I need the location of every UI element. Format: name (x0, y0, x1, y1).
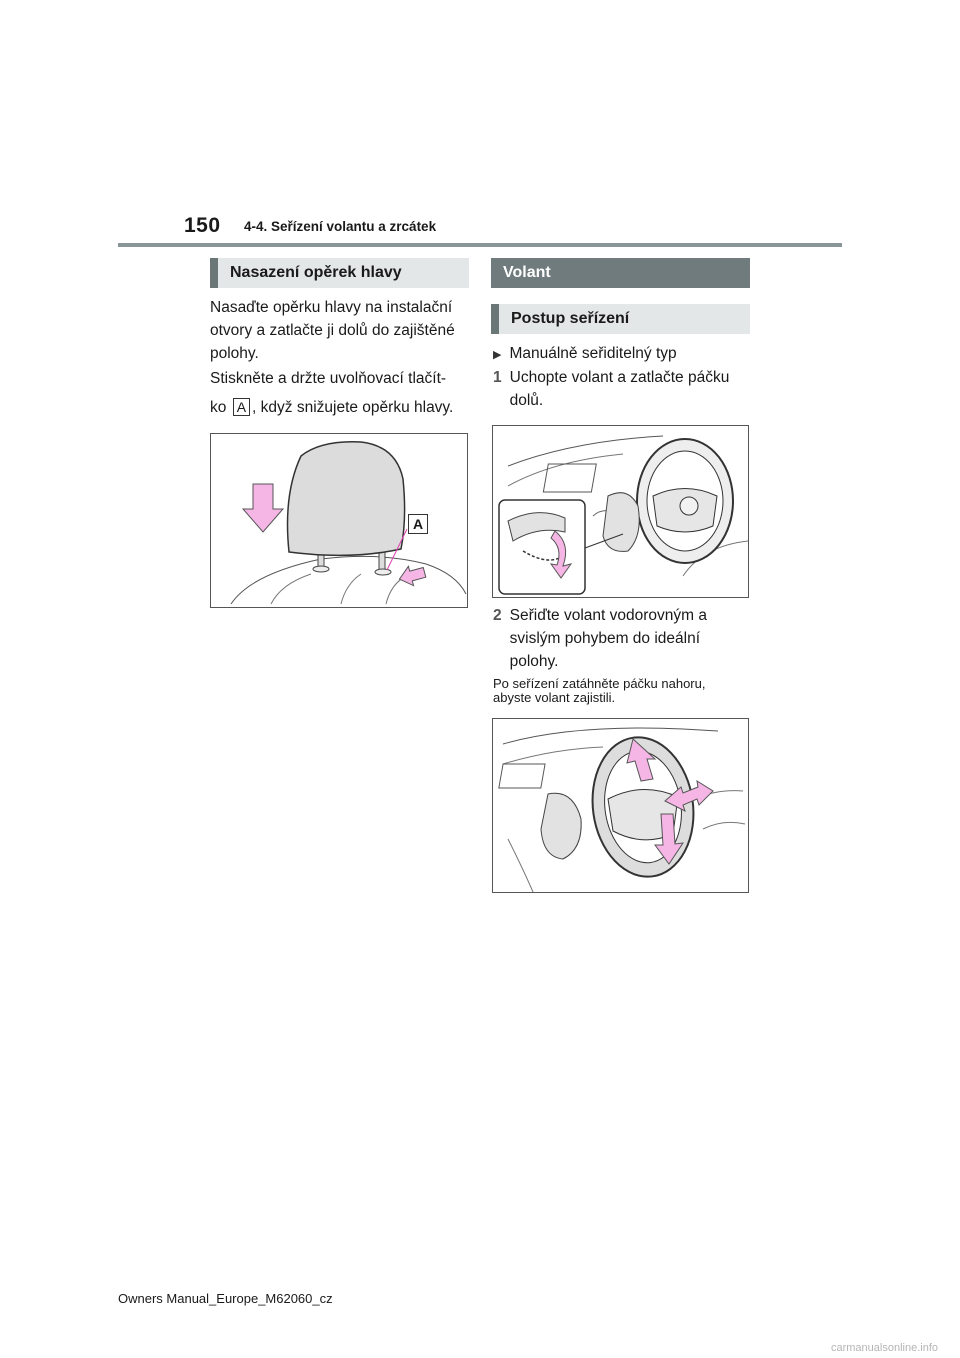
page-number: 150 (184, 214, 221, 237)
step-2 (493, 604, 753, 673)
subsection-title-adjustment: Postup seřízení (491, 304, 750, 334)
steering-adjust-figure (492, 718, 749, 893)
headrest-paragraph-2-line2: ko A , když snižujete opěrku hlavy. (210, 399, 454, 416)
label-a-callout: A (408, 514, 428, 534)
chapter-title: 4-4. Seřízení volantu a zrcátek (244, 219, 437, 234)
steering-adjust-illustration (493, 719, 748, 892)
headrest-paragraph-2 (210, 367, 472, 419)
section-title-headrest: Nasazení opěrek hlavy (210, 258, 469, 288)
manual-type-item: ▶ Manuálně seřiditelný typ (493, 345, 677, 362)
header-divider (118, 243, 842, 247)
label-a-inline: A (233, 398, 250, 416)
steering-lever-figure (492, 425, 749, 598)
headrest-figure (210, 433, 468, 608)
step-1 (493, 366, 753, 412)
lock-note: Po seřízení zatáhněte páčku nahoru, abyste volant zajistili. (493, 676, 706, 705)
step-2-number: 2 (493, 607, 502, 624)
section-title-steering: Volant (491, 258, 750, 288)
triangle-bullet-icon: ▶ (493, 349, 502, 361)
headrest-paragraph-2-line1: Stiskněte a držte uvolňovací tlačít- (210, 370, 447, 387)
steering-lever-illustration (493, 426, 748, 597)
step-2-text: Seřiďte volant vodorovným a svislým pohybem do ideální polohy. (509, 607, 707, 670)
footer-text: Owners Manual_Europe_M62060_cz (118, 1291, 333, 1306)
step-1-number: 1 (493, 369, 502, 386)
watermark: carmanualsonline.info (830, 1342, 938, 1354)
headrest-paragraph-1: Nasaďte opěrku hlavy na instalační otvory a zatlačte ji dolů do zajištěné polohy. (210, 299, 455, 362)
step-1-text: Uchopte volant a zatlačte páčku dolů. (509, 369, 730, 409)
headrest-illustration (211, 434, 467, 607)
